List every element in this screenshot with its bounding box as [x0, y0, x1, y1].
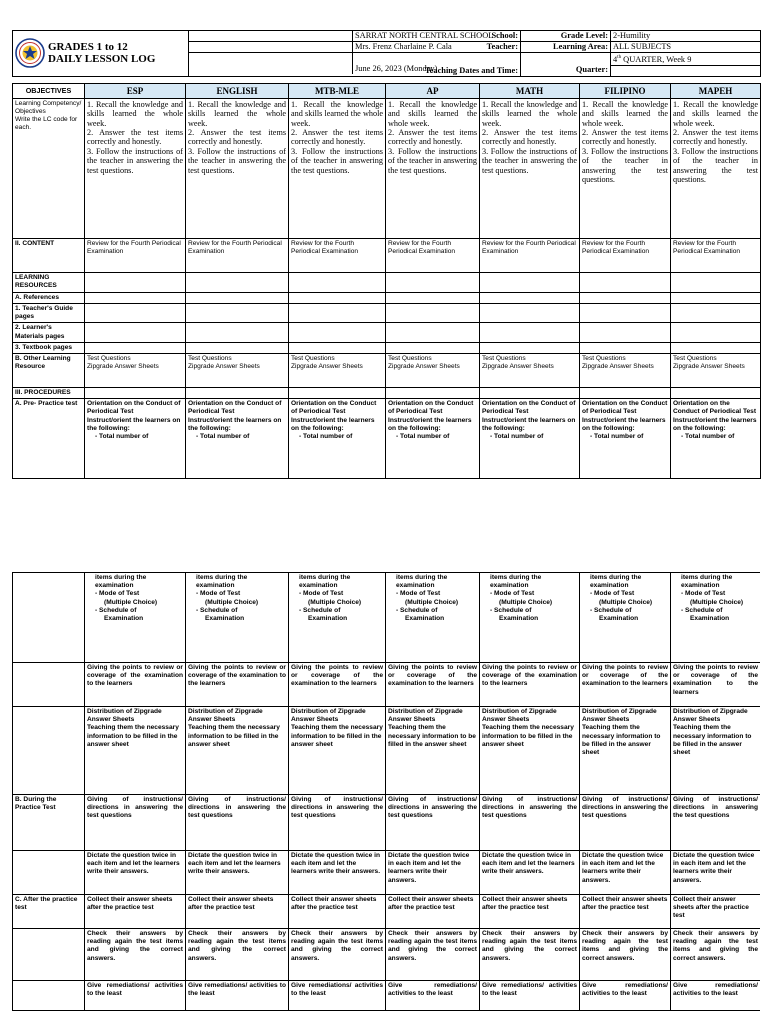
remediation-cell: Give remediations/ activities to the least: [386, 981, 480, 1011]
collect-cell: Collect their answer sheets after the practice test: [289, 895, 386, 929]
check-cell: Check their answers by reading again the test items and giving the correct answers.: [289, 929, 386, 981]
giving-instructions-cell: Giving of instructions/ directions in answering the test questions: [580, 795, 671, 851]
objectives-row: [13, 98, 761, 238]
subject-header-english: ENGLISH: [186, 83, 289, 98]
pre-test-cell: Orientation on the Conduct of Periodical Test Instruct/orient the learners on the following: - Total number of: [289, 399, 386, 479]
resource-cell: Test Questions Zipgrade Answer Sheets: [186, 354, 289, 388]
grade-level-label: Grade Level:: [521, 31, 611, 42]
distribution-cell: Distribution of Zipgrade Answer Sheets Teaching them the necessary information to be filled in the answer sheet: [85, 707, 186, 795]
teachers-guide-row: [13, 304, 761, 323]
points-cell: Giving the points to review or coverage of the examination to the learners: [186, 663, 289, 707]
content-cell: Review for the Fourth Periodical Examination: [671, 238, 761, 272]
teaching-dates-label: Teaching Dates and Time:: [189, 53, 521, 77]
learning-resources-row: [13, 272, 761, 292]
distribution-cell: Distribution of Zipgrade Answer Sheets Teaching them the necessary information to be filled in the answer sheet: [386, 707, 480, 795]
points-cell: Giving the points to review or coverage of the examination to the learners: [85, 663, 186, 707]
points-cell: Giving the points to review or coverage of the examination to the learners: [386, 663, 480, 707]
school-label: School:: [189, 31, 521, 42]
objectives-cell: 1. Recall the knowledge and skills learned the whole week. 2. Answer the test items correctly and honestly. 3. Follow the instructions of the teacher in answering the test questions.: [85, 98, 186, 238]
learners-materials-row: [13, 323, 761, 342]
check-cell: Check their answers by reading again the test items and giving the correct answers.: [386, 929, 480, 981]
procedures-row: [13, 388, 761, 399]
dictate-cell: Dictate the question twice in each item and let the learners write their answers.: [480, 851, 580, 895]
dictate-cell: Dictate the question twice in each item and let the learners write their answers.: [580, 851, 671, 895]
quarter-label: Quarter:: [521, 65, 611, 76]
pre-test-cont-cell: items during the examination - Mode of Test (Multiple Choice) - Schedule of Examination: [580, 573, 671, 663]
resource-cell: Test Questions Zipgrade Answer Sheets: [580, 354, 671, 388]
giving-instructions-cell: Giving of instructions/ directions in answering the test questions: [671, 795, 761, 851]
pre-test-cont-cell: items during the examination - Mode of Test (Multiple Choice) - Schedule of Examination: [480, 573, 580, 663]
title-line-1: GRADES 1 to 12: [48, 41, 128, 54]
collect-cell: Collect their answer sheets after the practice test: [480, 895, 580, 929]
points-row: [13, 663, 761, 707]
content-cell: Review for the Fourth Periodical Examination: [580, 238, 671, 272]
references-label: A. References: [13, 292, 85, 303]
content-cell: Review for the Fourth Periodical Examination: [386, 238, 480, 272]
quarter-text: QUARTER, Week 9: [621, 54, 692, 64]
quarter-suffix: th: [617, 55, 622, 60]
resource-cell: Test Questions Zipgrade Answer Sheets: [386, 354, 480, 388]
content-cell: Review for the Fourth Periodical Examination: [186, 238, 289, 272]
learning-area-value: ALL SUBJECTS: [611, 42, 761, 53]
pre-test-cell: Orientation on the Conduct of Periodical Test Instruct/orient the learners on the following: - Total number of: [671, 399, 761, 479]
teachers-guide-label: 1. Teacher's Guide pages: [13, 304, 85, 323]
resource-cell: Test Questions Zipgrade Answer Sheets: [480, 354, 580, 388]
lesson-table-page-2: [12, 572, 760, 1011]
pre-test-cont-cell: items during the examination - Mode of Test (Multiple Choice) - Schedule of Examination: [671, 573, 761, 663]
objectives-cell: 1. Recall the knowledge and skills learned the whole week. 2. Answer the test items correctly and honestly. 3. Follow the instructions of the teacher in answering the test questions.: [386, 98, 480, 238]
title-line-2: DAILY LESSON LOG: [48, 53, 156, 66]
procedures-label: III. PROCEDURES: [13, 388, 85, 399]
check-cell: Check their answers by reading again the test items and giving the correct answers.: [671, 929, 761, 981]
quarter-number: 4: [613, 54, 618, 64]
learning-resources-label: LEARNING RESOURCES: [13, 272, 85, 292]
teacher-value: Mrs. Frenz Charlaine P. Cala: [355, 42, 452, 51]
objectives-cell: 1. Recall the knowledge and skills learned the whole week. 2. Answer the test items correctly and honestly. 3. Follow the instructions of the teacher in answering the test questions.: [580, 98, 671, 238]
deped-seal-icon: [15, 38, 45, 68]
resource-cell: Test Questions Zipgrade Answer Sheets: [289, 354, 386, 388]
dictate-cell: Dictate the question twice in each item and let the learners write their answers.: [289, 851, 386, 895]
pre-test-cont-cell: items during the examination - Mode of Test (Multiple Choice) - Schedule of Examination: [186, 573, 289, 663]
pre-test-cell: Orientation on the Conduct of Periodical Test Instruct/orient the learners on the following: - Total number of: [186, 399, 289, 479]
distribution-cell: Distribution of Zipgrade Answer Sheets Teaching them the necessary information to be filled in the answer sheet: [580, 707, 671, 795]
check-row: [13, 929, 761, 981]
remediation-cell: Give remediations/ activities to the least: [186, 981, 289, 1011]
header-table: [12, 30, 761, 77]
quarter-value: [611, 53, 761, 66]
content-cell: Review for the Fourth Periodical Examination: [85, 238, 186, 272]
distribution-cell: Distribution of Zipgrade Answer Sheets Teaching them the necessary information to be filled in the answer sheet: [671, 707, 761, 795]
subject-header-math: MATH: [480, 83, 580, 98]
during-test-row: [13, 795, 761, 851]
lesson-table-page-1: [12, 83, 761, 479]
after-test-label: C. After the practice test: [13, 895, 85, 929]
subject-header-mapeh: MAPEH: [671, 83, 761, 98]
school-value: SARRAT NORTH CENTRAL SCHOOL: [355, 31, 494, 40]
giving-instructions-cell: Giving of instructions/ directions in answering the test questions: [186, 795, 289, 851]
collect-cell: Collect their answer sheets after the practice test: [186, 895, 289, 929]
distribution-cell: Distribution of Zipgrade Answer Sheets Teaching them the necessary information to be filled in the answer sheet: [480, 707, 580, 795]
remediation-cell: Give remediations/ activities to the least: [480, 981, 580, 1011]
subject-header-filipino: FILIPINO: [580, 83, 671, 98]
after-test-row: [13, 895, 761, 929]
teacher-label: Teacher:: [189, 42, 521, 53]
dictate-row: [13, 851, 761, 895]
content-cell: Review for the Fourth Periodical Examination: [289, 238, 386, 272]
objectives-cell: 1. Recall the knowledge and skills learned the whole week. 2. Answer the test items correctly and honestly. 3. Follow the instructions of the teacher in answering the test questions.: [289, 98, 386, 238]
content-label: II. CONTENT: [13, 238, 85, 272]
resource-cell: Test Questions Zipgrade Answer Sheets: [85, 354, 186, 388]
learning-area-label: Learning Area:: [521, 42, 611, 53]
dictate-cell: Dictate the question twice in each item and let the learners write their answers.: [85, 851, 186, 895]
remediation-cell: Give remediations/ activities to the least: [85, 981, 186, 1011]
pre-test-label: A. Pre- Practice test: [13, 399, 85, 479]
references-row: [13, 292, 761, 303]
points-cell: Giving the points to review or coverage of the examination to the learners: [580, 663, 671, 707]
points-cell: Giving the points to review or coverage of the examination to the learners: [289, 663, 386, 707]
check-cell: Check their answers by reading again the test items and giving the correct answers.: [186, 929, 289, 981]
collect-cell: Collect their answer sheets after the practice test: [85, 895, 186, 929]
resource-cell: Test Questions Zipgrade Answer Sheets: [671, 354, 761, 388]
objectives-cell: 1. Recall the knowledge and skills learned the whole week. 2. Answer the test items correctly and honestly. 3. Follow the instructions of the teacher in answering the test questions.: [186, 98, 289, 238]
lc-label: Learning Competency/ Objectives Write the LC code for each.: [13, 98, 85, 238]
pre-test-cell: Orientation on the Conduct of Periodical Test Instruct/orient the learners on the following: - Total number of: [480, 399, 580, 479]
objectives-heading: OBJECTIVES: [13, 83, 85, 98]
header-logo-cell: [13, 31, 189, 77]
learners-materials-label: 2. Learner's Materials pages: [13, 323, 85, 342]
textbook-row: [13, 342, 761, 353]
collect-cell: Collect their answer sheets after the practice test: [580, 895, 671, 929]
content-row: [13, 238, 761, 272]
pre-test-cont-cell: items during the examination - Mode of Test (Multiple Choice) - Schedule of Examination: [289, 573, 386, 663]
giving-instructions-cell: Giving of instructions/ directions in answering the test questions: [480, 795, 580, 851]
other-resources-row: [13, 354, 761, 388]
subject-header-esp: ESP: [85, 83, 186, 98]
distribution-row: [13, 707, 761, 795]
teaching-dates-value: June 26, 2023 (Monday): [355, 64, 438, 73]
pre-test-cell: Orientation on the Conduct of Periodical Test Instruct/orient the learners on the following: - Total number of: [580, 399, 671, 479]
other-resources-label: B. Other Learning Resource: [13, 354, 85, 388]
check-cell: Check their answers by reading again the test items and giving the correct answers.: [480, 929, 580, 981]
grade-level-value: 2-Humility: [611, 31, 761, 42]
subject-header-ap: AP: [386, 83, 480, 98]
dictate-cell: Dictate the question twice in each item and let the learners write their answers.: [186, 851, 289, 895]
textbook-label: 3. Textbook pages: [13, 342, 85, 353]
objectives-cell: 1. Recall the knowledge and skills learned the whole week. 2. Answer the test items correctly and honestly. 3. Follow the instructions of the teacher in answering the test questions.: [480, 98, 580, 238]
giving-instructions-cell: Giving of instructions/ directions in answering the test questions: [85, 795, 186, 851]
dictate-cell: Dictate the question twice in each item and let the learners write their answers.: [386, 851, 480, 895]
pre-test-continued-row: [13, 573, 761, 663]
pre-test-cell: Orientation on the Conduct of Periodical Test Instruct/orient the learners on the following: - Total number of: [85, 399, 186, 479]
pre-test-cont-cell: items during the examination - Mode of Test (Multiple Choice) - Schedule of Examination: [85, 573, 186, 663]
collect-cell: Collect their answer sheets after the practice test: [671, 895, 761, 929]
during-test-label: B. During the Practice Test: [13, 795, 85, 851]
giving-instructions-cell: Giving of instructions/ directions in answering the test questions: [289, 795, 386, 851]
collect-cell: Collect their answer sheets after the practice test: [386, 895, 480, 929]
pre-test-cont-cell: items during the examination - Mode of Test (Multiple Choice) - Schedule of Examination: [386, 573, 480, 663]
remediation-row: [13, 981, 761, 1011]
pre-test-cell: Orientation on the Conduct of Periodical Test Instruct/orient the learners on the following: - Total number of: [386, 399, 480, 479]
dictate-cell: Dictate the question twice in each item and let the learners write their answers.: [671, 851, 761, 895]
giving-instructions-cell: Giving of instructions/ directions in answering the test questions: [386, 795, 480, 851]
lesson-log-page-2: [12, 572, 760, 1024]
lesson-log-page-1: [12, 30, 760, 514]
objectives-cell: 1. Recall the knowledge and skills learned the whole week. 2. Answer the test items correctly and honestly. 3. Follow the instructions of the teacher in answering the test questions.: [671, 98, 761, 238]
pre-test-row: [13, 399, 761, 479]
distribution-cell: Distribution of Zipgrade Answer Sheets Teaching them the necessary information to be filled in the answer sheet: [186, 707, 289, 795]
check-cell: Check their answers by reading again the test items and giving the correct answers.: [580, 929, 671, 981]
points-cell: Giving the points to review or coverage of the examination to the learners: [671, 663, 761, 707]
subject-header-mtb: MTB-MLE: [289, 83, 386, 98]
points-cell: Giving the points to review or coverage of the examination to the learners: [480, 663, 580, 707]
distribution-cell: Distribution of Zipgrade Answer Sheets Teaching them the necessary information to be filled in the answer sheet: [289, 707, 386, 795]
content-cell: Review for the Fourth Periodical Examination: [480, 238, 580, 272]
remediation-cell: Give remediations/ activities to the least: [671, 981, 761, 1011]
remediation-cell: Give remediations/ activities to the least: [289, 981, 386, 1011]
remediation-cell: Give remediations/ activities to the least: [580, 981, 671, 1011]
check-cell: Check their answers by reading again the test items and giving the correct answers.: [85, 929, 186, 981]
